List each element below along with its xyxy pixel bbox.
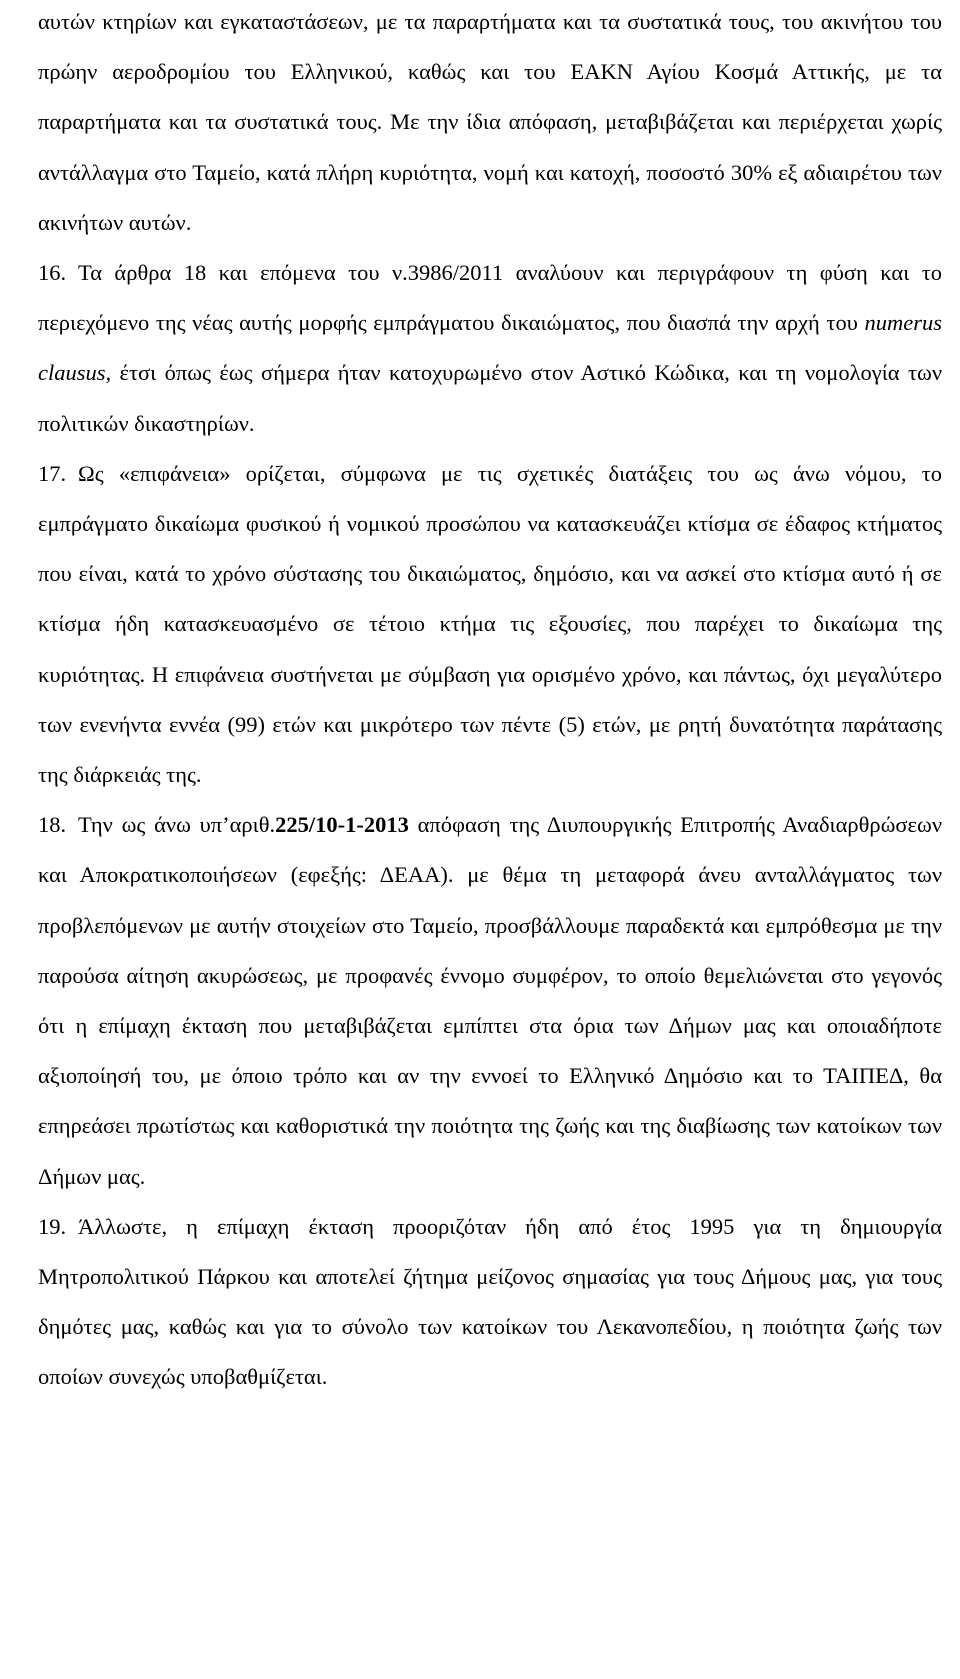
- paragraph-text: Άλλωστε, η επίμαχη έκταση προοριζόταν ήδη από έτος 1995 για τη δημιουργία Μητροπολιτικού Πάρκου και αποτελεί ζήτημα μείζονος σημασίας για τους Δήμους μας, για τους δημότες μας, καθώς και για το σύνολο των κατοίκων του Λεκανοπεδίου, η ποιότητα ζωής των οποίων συνεχώς υποβαθμίζεται.: [38, 1213, 942, 1390]
- paragraph-text: Ως «επιφάνεια» ορίζεται, σύμφωνα με τις σχετικές διατάξεις του ως άνω νόμου, το εμπράγματο δικαίωμα φυσικού ή νομικού προσώπου να κατασκευάζει κτίσμα σε έδαφος κτήματος που είναι, κατά το χρόνο σύστασης του δικαιώματος, δημόσιο, και να ασκεί στο κτίσμα αυτό ή σε κτίσμα ήδη κατασκευασμένο σε τέτοιο κτήμα τις εξουσίες, που παρέχει το δικαίωμα της κυριότητας. Η επιφάνεια συστήνεται με σύμβαση για ορισμένο χρόνο, και πάντως, όχι μεγαλύτερο των ενενήντα εννέα (99) ετών και μικρότερο των πέντε (5) ετών, με ρητή δυνατότητα παράτασης της διάρκειάς της.: [38, 460, 942, 788]
- paragraph-text: έτσι όπως έως σήμερα ήταν κατοχυρωμένο στον Αστικό Κώδικα, και τη νομολογία των πολιτικών δικαστηρίων.: [38, 360, 942, 436]
- paragraph-text: αυτών κτηρίων και εγκαταστάσεων, με τα παραρτήματα και τα συστατικά τους, του ακινήτου του πρώην αεροδρομίου του Ελληνικού, καθώς και του ΕΑΚΝ Αγίου Κοσμά Αττικής, με τα παραρτήματα και τα συστατικά τους. Με την ίδια απόφαση, μεταβιβάζεται και περιέρχεται χωρίς αντάλλαγμα στο Ταμείο, κατά πλήρη κυριότητα, νομή και κατοχή, ποσοστό 30% εξ αδιαιρέτου των ακινήτων αυτών.: [38, 9, 942, 235]
- decision-number: 225/10-1-2013: [275, 812, 409, 838]
- paragraph-18: [38, 800, 942, 1202]
- paragraph-number: 17.: [38, 460, 67, 486]
- paragraph-continuation: [38, 0, 942, 248]
- paragraph-text: Τα άρθρα 18 και επόμενα του ν.3986/2011 αναλύουν και περιγράφουν τη φύση και το περιεχόμενο της νέας αυτής μορφής εμπράγματου δικαιώματος, που διασπά την αρχή του: [38, 260, 942, 336]
- paragraph-19: [38, 1202, 942, 1403]
- paragraph-text: απόφαση της Διυπουργικής Επιτροπής Αναδιαρθρώσεων και Αποκρατικοποιήσεων (εφεξής: ΔΕΑΑ). με θέμα τη μεταφορά άνευ ανταλλάγματος των προβλεπόμενων με αυτήν στοιχείων στο Ταμείο, προσβάλλουμε παραδεκτά και εμπρόθεσμα με την παρούσα αίτηση ακυρώσεως, με προφανές έννομο συμφέρον, το οποίο θεμελιώνεται στο γεγονός ότι η επίμαχη έκταση που μεταβιβάζεται εμπίπτει στα όρια των Δήμων μας και οποιαδήποτε αξιοποίησή του, με όποιο τρόπο και αν την εννοεί το Ελληνικό Δημόσιο και το ΤΑΙΠΕΔ, θα επηρεάσει πρωτίστως και καθοριστικά την ποιότητα της ζωής και της διαβίωσης των κατοίκων των Δήμων μας.: [38, 812, 942, 1189]
- paragraph-number: 16.: [38, 260, 67, 286]
- paragraph-text: Την ως άνω υπ’αριθ.: [78, 812, 276, 838]
- paragraph-number: 19.: [38, 1213, 67, 1239]
- paragraph-number: 18.: [38, 812, 67, 838]
- paragraph-16: [38, 248, 942, 449]
- latin-term: numerus clausus,: [38, 310, 942, 386]
- paragraph-17: [38, 449, 942, 800]
